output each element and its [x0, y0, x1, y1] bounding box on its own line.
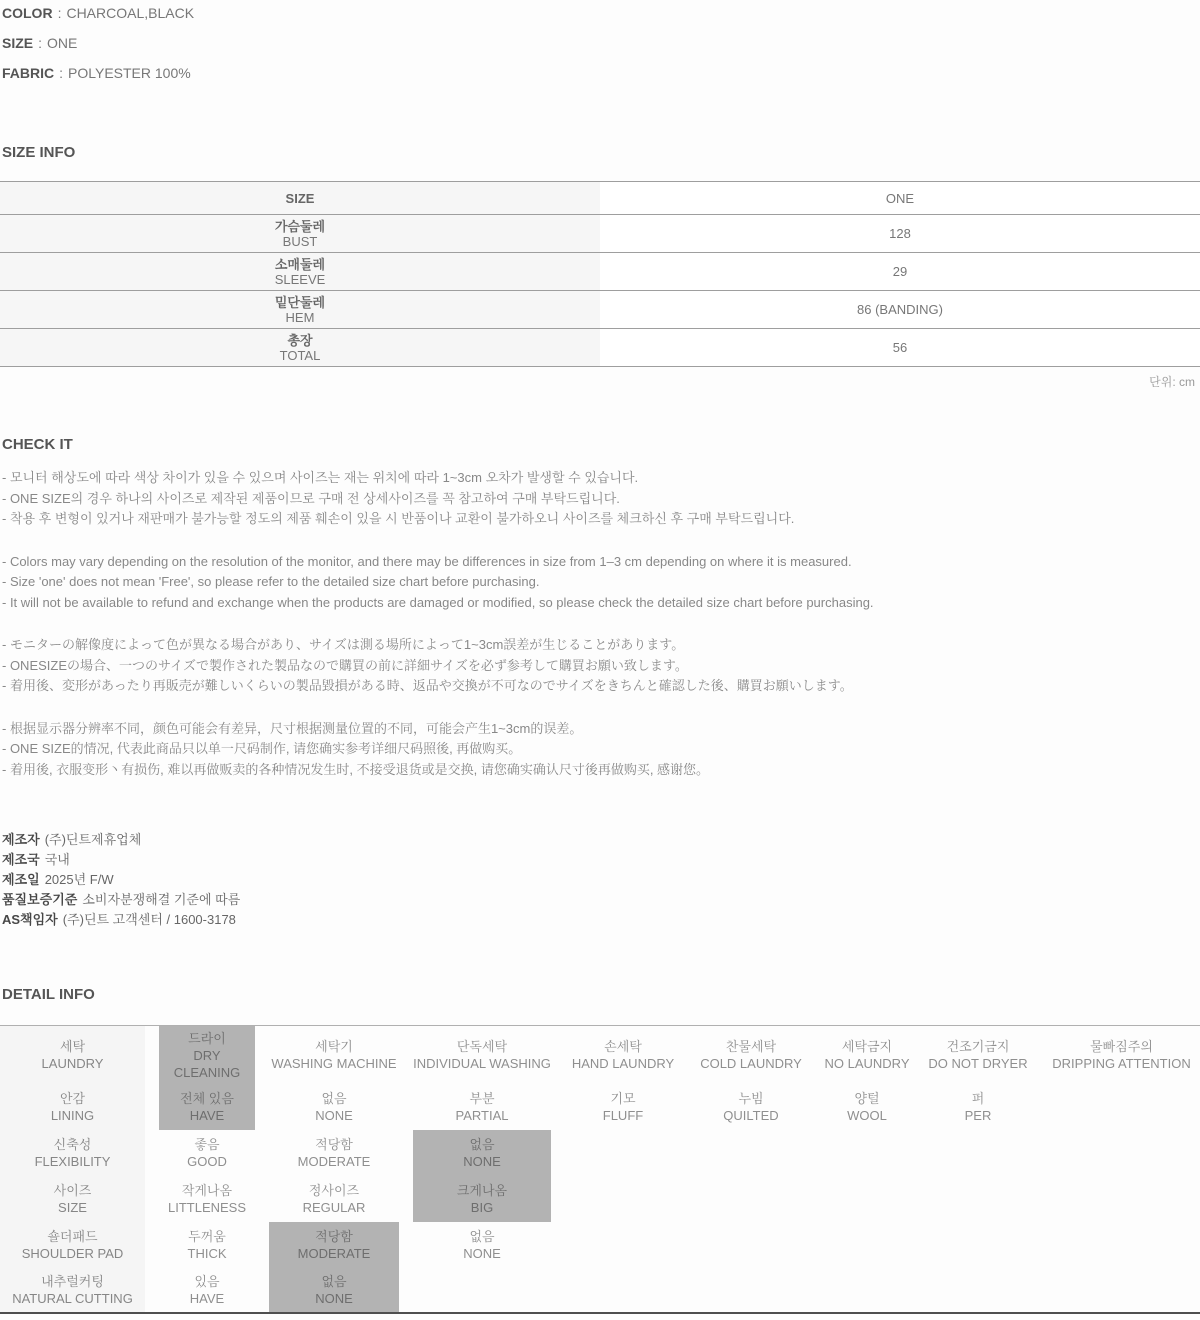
- separator: :: [38, 35, 43, 51]
- option-cell-selected: 크게나옴 BIG: [413, 1176, 551, 1222]
- row-label-en: BUST: [282, 233, 318, 249]
- row-label-en: NATURAL CUTTING: [12, 1291, 133, 1306]
- manufacturer-line: [2, 830, 1200, 850]
- size-table-header-size: SIZE: [0, 182, 600, 214]
- mfr-label: AS책임자: [2, 912, 58, 927]
- manufacturer-line: [2, 870, 1200, 890]
- row-label-en: LAUNDRY: [41, 1056, 104, 1071]
- option-cell: 손세탁 HAND LAUNDRY: [571, 1039, 675, 1071]
- check-it-english: [2, 552, 1200, 614]
- manufacturer-line: [2, 910, 1200, 930]
- size-value: ONE: [47, 35, 78, 51]
- separator: :: [57, 5, 62, 21]
- option-cell: 없음 NONE: [463, 1229, 501, 1261]
- row-value: 128: [600, 215, 1200, 252]
- size-table-header-one: ONE: [600, 182, 1200, 214]
- manufacturer-block: [2, 830, 1200, 930]
- option-cell: 단독세탁 INDIVIDUAL WASHING: [413, 1039, 551, 1071]
- table-row-hem: [0, 291, 1200, 329]
- option-cell: 있음 HAVE: [189, 1274, 225, 1306]
- row-label-en: SLEEVE: [274, 271, 326, 287]
- option-cell: 건조기금지 DO NOT DRYER: [928, 1039, 1028, 1071]
- mfr-value: 소비자분쟁해결 기준에 따름: [82, 892, 241, 907]
- option-cell: 누빔 QUILTED: [723, 1091, 779, 1123]
- check-it-notes: [2, 468, 1200, 780]
- note-line: - 모니터 해상도에 따라 색상 차이가 있을 수 있으며 사이즈는 재는 위치에 따라 1~3cm 오차가 발생할 수 있습니다.: [2, 470, 639, 485]
- mfr-label: 제조일: [2, 872, 40, 887]
- color-label: COLOR: [2, 5, 53, 21]
- check-it-heading: CHECK IT: [2, 436, 73, 453]
- fabric-value: POLYESTER 100%: [68, 65, 191, 81]
- row-label-kr: 사이즈: [53, 1183, 92, 1198]
- row-label-kr: 세탁: [59, 1039, 86, 1054]
- row-label-en: FLEXIBILITY: [34, 1154, 111, 1169]
- product-info-block: [0, 6, 1200, 80]
- note-line: - ONESIZEの場合、一つのサイズで製作された製品なので購買の前に詳細サイズを必ず参考して購買お願い致します。: [2, 657, 688, 673]
- row-label-kr: 안감: [59, 1091, 86, 1106]
- note-line: - 着用後、変形があったり再販売が難しいくらいの製品毀損がある時、返品や交換が不可なのでサイズをきちんと確認した後、購買お願いします。: [2, 678, 853, 693]
- note-line: - It will not be available to refund and exchange when the products are damaged or modified, so please check the detailed size chart before purchasing.: [2, 594, 874, 610]
- option-cell: 세탁기 WASHING MACHINE: [271, 1039, 397, 1071]
- separator: :: [59, 65, 64, 81]
- row-value: 86 (BANDING): [600, 291, 1200, 328]
- detail-info-heading: DETAIL INFO: [2, 986, 95, 1003]
- row-label-kr: 밑단둘레: [274, 294, 326, 310]
- mfr-value: (주)딘트제휴업체: [44, 832, 142, 847]
- mfr-label: 제조국: [2, 852, 40, 867]
- note-line: - Size 'one' does not mean 'Free', so please refer to the detailed size chart before purchasing.: [2, 574, 540, 589]
- table-row-lining: [0, 1084, 1200, 1130]
- option-cell: 물빠짐주의 DRIPPING ATTENTION: [1052, 1039, 1191, 1071]
- table-row-bust: [0, 215, 1200, 253]
- detail-info-table: [0, 1025, 1200, 1314]
- row-label-en: HEM: [285, 309, 315, 325]
- option-cell: 작게나옴 LITTLENESS: [167, 1183, 247, 1215]
- row-label-en: SHOULDER PAD: [21, 1246, 124, 1261]
- table-row-shoulder-pad: [0, 1222, 1200, 1268]
- manufacturer-line: [2, 890, 1200, 910]
- row-label-kr: 신축성: [53, 1137, 92, 1152]
- row-label-kr: 총장: [287, 332, 313, 348]
- row-value: 29: [600, 253, 1200, 290]
- row-value: 56: [600, 329, 1200, 366]
- option-cell: 적당함 MODERATE: [297, 1137, 371, 1169]
- mfr-value: 2025년 F/W: [44, 872, 114, 887]
- fabric-info-line: [2, 66, 1200, 80]
- check-it-chinese: [2, 719, 1200, 781]
- option-cell: 부분 PARTIAL: [455, 1091, 509, 1123]
- option-cell: 세탁금지 NO LAUNDRY: [824, 1039, 910, 1071]
- row-label-kr: 내추럴커팅: [41, 1274, 104, 1289]
- option-cell-selected: 없음 NONE: [269, 1268, 399, 1312]
- note-line: - 根据显示器分辨率不同，颜色可能会有差异，尺寸根据测量位置的不同，可能会产生1~3cm的误差。: [2, 720, 583, 736]
- row-label-kr: 가슴둘레: [274, 218, 326, 234]
- mfr-value: 국내: [44, 852, 70, 867]
- table-row-laundry: [0, 1026, 1200, 1084]
- option-cell: 좋음 GOOD: [187, 1137, 227, 1169]
- row-label-kr: 숄더패드: [47, 1229, 98, 1244]
- option-cell-selected: 적당함 MODERATE: [269, 1222, 399, 1268]
- check-it-korean: [2, 468, 1200, 530]
- size-info-heading: SIZE INFO: [2, 144, 76, 161]
- option-cell: 없음 NONE: [315, 1091, 353, 1123]
- table-row-total: [0, 329, 1200, 367]
- note-line: - 착용 후 변형이 있거나 재판매가 불가능할 정도의 제품 훼손이 있을 시 반품이나 교환이 불가하오니 사이즈를 체크하신 후 구매 부탁드립니다.: [2, 511, 795, 526]
- size-info-line: [2, 36, 1200, 50]
- option-cell: 정사이즈 REGULAR: [302, 1183, 366, 1215]
- table-row-size: [0, 1176, 1200, 1222]
- size-table-header-row: [0, 182, 1200, 215]
- table-row-natural-cutting: [0, 1268, 1200, 1314]
- manufacturer-line: [2, 850, 1200, 870]
- check-it-japanese: [2, 635, 1200, 697]
- note-line: - Colors may vary depending on the resolution of the monitor, and there may be differences in size from 1–3 cm depending on where it is measured.: [2, 553, 852, 569]
- color-value: CHARCOAL,BLACK: [66, 5, 195, 21]
- note-line: - モニターの解像度によって色が異なる場合があり、サイズは測る場所によって1~3cm誤差が生じることがあります。: [2, 637, 685, 652]
- note-line: - ONE SIZE의 경우 하나의 사이즈로 제작된 제품이므로 구매 전 상세사이즈를 꼭 참고하여 구매 부탁드립니다.: [2, 490, 620, 506]
- option-cell: 두꺼움 THICK: [187, 1229, 227, 1261]
- option-cell: 퍼 PER: [964, 1091, 992, 1123]
- row-label-en: SIZE: [58, 1200, 87, 1215]
- mfr-label: 품질보증기준: [2, 892, 78, 907]
- option-cell-selected: 없음 NONE: [413, 1130, 551, 1176]
- row-label-en: LINING: [50, 1108, 95, 1123]
- row-label-kr: 소매둘레: [274, 256, 326, 272]
- option-cell-selected: 전체 있음 HAVE: [159, 1084, 255, 1130]
- row-label-en: TOTAL: [279, 347, 321, 363]
- option-cell: 양털 WOOL: [847, 1091, 887, 1123]
- option-cell-selected: 드라이 DRY CLEANING: [159, 1026, 255, 1084]
- table-row-flexibility: [0, 1130, 1200, 1176]
- size-label: SIZE: [2, 35, 34, 51]
- note-line: - 着用後, 衣服变形丶有损伤, 难以再做贩卖的各种情况发生时, 不接受退货或是交换, 请您确实确认尺寸後再做购买, 感谢您。: [2, 761, 710, 777]
- note-line: - ONE SIZE的情况, 代表此商品只以单一尺码制作, 请您确实参考详细尺码照後, 再做购买。: [2, 741, 522, 756]
- fabric-label: FABRIC: [2, 65, 55, 81]
- option-cell: 기모 FLUFF: [602, 1091, 644, 1123]
- option-cell: 찬물세탁 COLD LAUNDRY: [700, 1039, 802, 1071]
- table-row-sleeve: [0, 253, 1200, 291]
- unit-note: 단위: cm: [1149, 375, 1195, 389]
- mfr-value: (주)딘트 고객센터 / 1600-3178: [62, 912, 236, 927]
- color-info-line: [2, 6, 1200, 20]
- mfr-label: 제조자: [2, 832, 40, 847]
- size-table: [0, 181, 1200, 367]
